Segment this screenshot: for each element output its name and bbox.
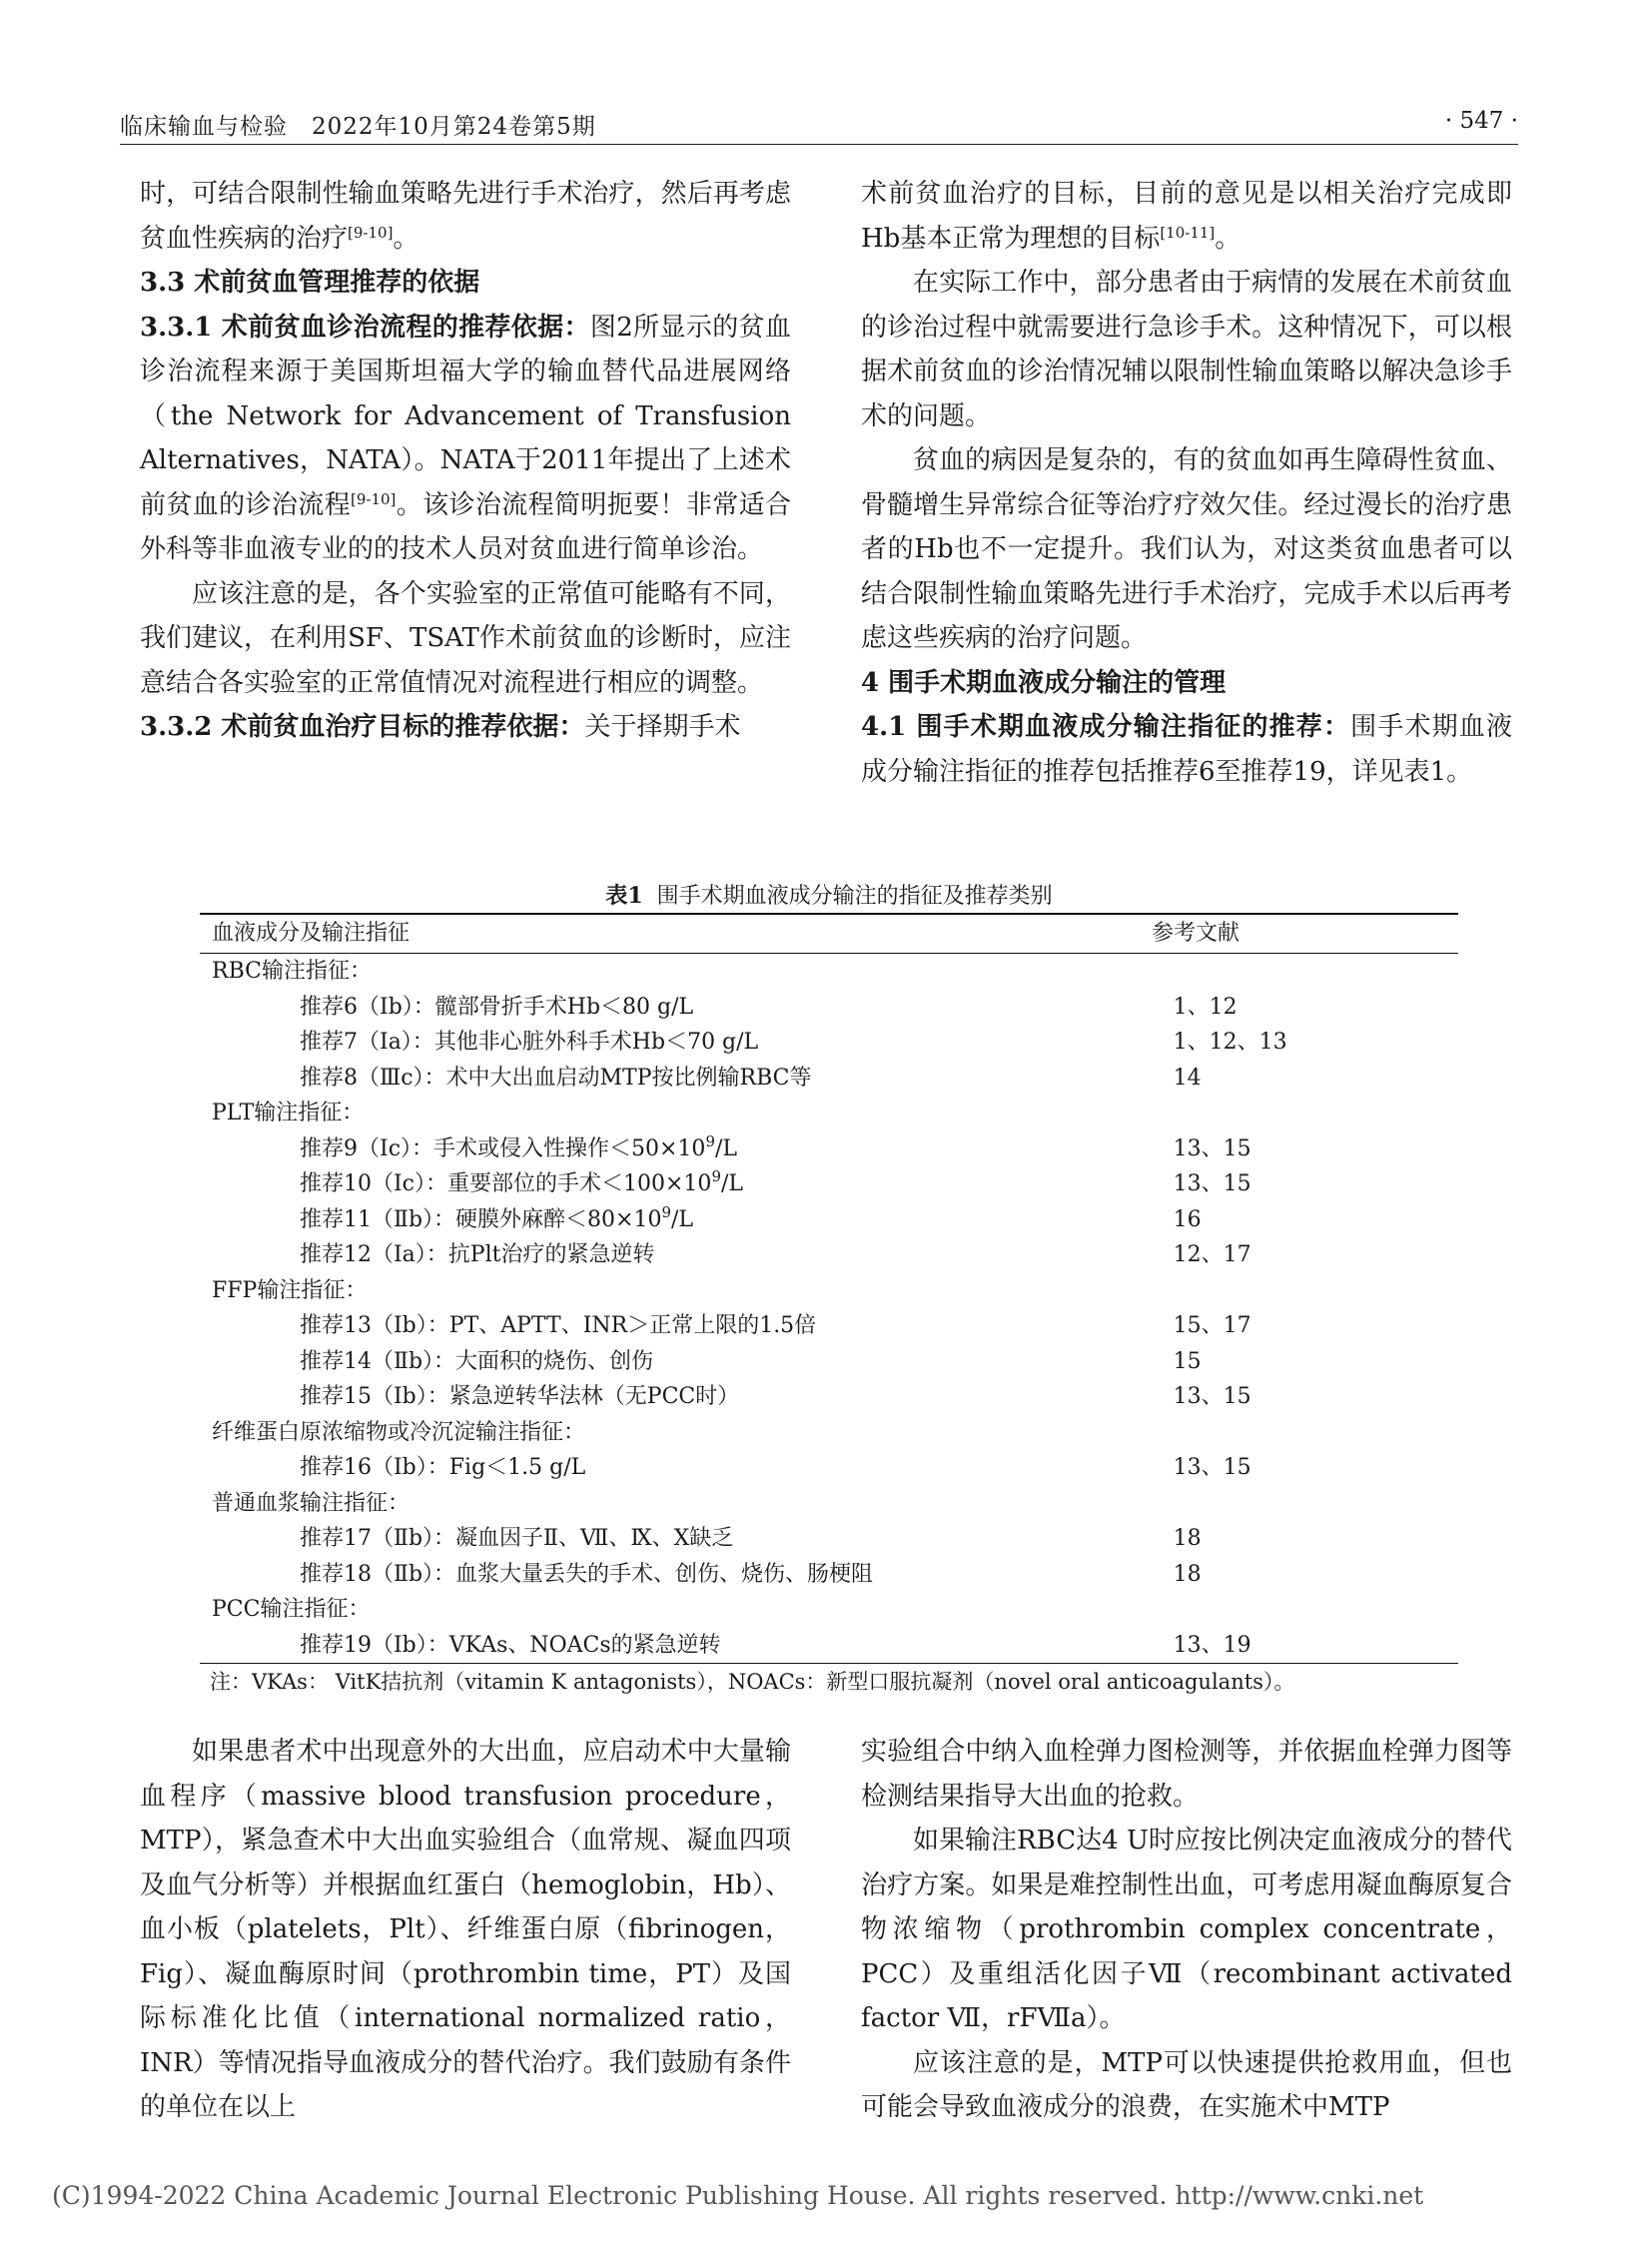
reference-cell: 1、12、13: [1173, 1030, 1287, 1055]
table-row: [200, 1379, 1458, 1415]
table-category-row: [200, 954, 1458, 990]
subsection-heading: 4.1 围手术期血液成分输注指征的推荐：: [861, 712, 1351, 742]
table-row: [200, 1025, 1458, 1061]
paragraph-text: 如果输注RBC达4 U时应按比例决定血液成分的替代治疗方案。如果是难控制性出血，可考虑用凝血酶原复合物浓缩物（prothrombin complex concentrate，PCC）及重组活化因子Ⅶ（recombinant activated factor Ⅶ，rFⅦa）。: [861, 1826, 1512, 2033]
paragraph-text: 。: [393, 223, 419, 254]
reference-cell: 15、17: [1173, 1313, 1251, 1338]
indication-text: 推荐12（Ⅰa）：抗Plt治疗的紧急逆转: [300, 1242, 655, 1267]
indication-text: 普通血浆输注指征：: [212, 1490, 411, 1516]
table-category-row: [200, 1096, 1458, 1131]
paragraph-text: 。: [1215, 223, 1241, 254]
paragraph-text: 在实际工作中，部分患者由于病情的发展在术前贫血的诊治过程中就需要进行急诊手术。这种情况下，可以根据术前贫血的诊治情况辅以限制性输血策略以解决急诊手术的问题。: [861, 268, 1512, 431]
indication-cell: [200, 1486, 1152, 1522]
citation: [9-10]: [350, 489, 397, 508]
reference-cell: [1152, 1096, 1458, 1131]
reference-cell: 1、12: [1173, 994, 1238, 1020]
reference-cell: 18: [1173, 1561, 1202, 1587]
table-category-row: [200, 1592, 1458, 1628]
paragraph-text: 贫血的病因是复杂的，有的贫血如再生障碍性贫血、骨髓增生异常综合征等治疗疗效欠佳。经过漫长的治疗患者的Hb也不一定提升。我们认为，对这类贫血患者可以结合限制性输血策略先进行手术治疗，完成手术以后再考虑这些疾病的治疗问题。: [861, 445, 1512, 653]
reference-cell: 13、19: [1173, 1632, 1251, 1658]
indication-cell: [200, 1628, 1174, 1664]
column-top-right: [861, 172, 1512, 794]
table-row: [200, 1344, 1458, 1380]
indication-unit: /L: [671, 1206, 694, 1232]
paragraph-text: 3.3 术前贫血管理推荐的依据: [140, 268, 480, 298]
indication-cell: [200, 1061, 1174, 1097]
paragraph: [861, 438, 1512, 661]
paragraph: [861, 172, 1512, 261]
reference-cell: [1152, 1273, 1458, 1309]
table-row: [200, 990, 1458, 1026]
table-row: [200, 1450, 1458, 1486]
reference-cell: 14: [1173, 1065, 1202, 1091]
paragraph-text: 术前贫血治疗的目标，目前的意见是以相关治疗完成即Hb基本正常为理想的目标: [861, 179, 1512, 254]
table-row: [200, 1308, 1458, 1344]
indication-cell: [200, 1592, 1152, 1628]
paragraph: [140, 572, 791, 706]
indication-text: 推荐19（Ⅰb）：VKAs、NOACs的紧急逆转: [300, 1632, 721, 1658]
subsection-heading: 3.3.1 术前贫血诊治流程的推荐依据：: [140, 312, 590, 343]
header-rule: [120, 144, 1518, 145]
reference-cell: 12、17: [1173, 1242, 1251, 1267]
indication-unit: /L: [720, 1171, 744, 1196]
indication-cell: [200, 1379, 1174, 1415]
indication-cell: [200, 1025, 1174, 1061]
reference-cell: [1152, 1592, 1458, 1628]
table-caption: [200, 879, 1458, 913]
paragraph-text: 应该注意的是，MTP可以快速提供抢救用血，但也可能会导致血液成分的浪费，在实施术中MTP: [861, 2047, 1512, 2122]
paragraph-text: 实验组合中纳入血栓弹力图检测等，并依据血栓弹力图等检测结果指导大出血的抢救。: [861, 1737, 1512, 1812]
indication-text: 推荐11（Ⅱb）：硬膜外麻醉＜80×10: [300, 1206, 662, 1232]
table-category-row: [200, 1415, 1458, 1451]
paragraph: [861, 705, 1512, 794]
indication-text: 推荐6（Ⅰb）：髋部骨折手术Hb＜80 g/L: [300, 994, 694, 1020]
indication-cell: [200, 1450, 1174, 1486]
indication-cell: [200, 1237, 1174, 1273]
paragraph-text: 关于择期手术: [584, 712, 741, 742]
table-1: [200, 879, 1458, 1700]
paragraph-text: 围手术期血液成分输注指征的推荐包括推荐6至推荐19，详见表1。: [861, 712, 1512, 787]
table-row: [200, 1628, 1458, 1664]
reference-cell: 15: [1173, 1348, 1202, 1374]
indication-text: RBC输注指征：: [212, 959, 372, 984]
reference-cell: 13、15: [1173, 1455, 1251, 1480]
column-bottom-left: [140, 1730, 791, 2130]
paragraph: [861, 261, 1512, 438]
indication-cell: [200, 1521, 1174, 1557]
indication-cell: [200, 1166, 1174, 1202]
indication-cell: [200, 1344, 1174, 1380]
table-note: 注：VKAs： VitK拮抗剂（vitamin K antagonists），NOACs：新型口服抗凝剂（novel oral anticoagulants）。: [210, 1670, 1295, 1694]
table-header-row: [200, 915, 1458, 953]
table-category-row: [200, 1273, 1458, 1309]
column-bottom-right: [861, 1730, 1512, 2130]
table-header-references: 参考文献: [1151, 921, 1239, 946]
paragraph: [140, 1730, 791, 2130]
indication-text: 推荐9（Ⅰc）：手术或侵入性操作＜50×10: [300, 1135, 706, 1161]
exponent: 9: [705, 1131, 715, 1150]
indication-text: FFP输注指征：: [212, 1277, 368, 1303]
citation: [10-11]: [1160, 223, 1216, 242]
indication-text: PLT输注指征：: [212, 1101, 365, 1125]
indication-text: 推荐14（Ⅱb）：大面积的烧伤、创伤: [300, 1348, 654, 1374]
paragraph: [140, 705, 791, 750]
page-number: · 547 ·: [1444, 108, 1518, 134]
indication-cell: [200, 1415, 1152, 1451]
reference-cell: [1152, 954, 1458, 990]
exponent: 9: [711, 1167, 721, 1185]
table-number: 表1: [605, 883, 643, 909]
table-row: [200, 1061, 1458, 1097]
indication-cell: [200, 1096, 1152, 1131]
indication-text: 推荐7（Ⅰa）：其他非心脏外科手术Hb＜70 g/L: [300, 1030, 759, 1055]
paragraph-text: 4 围手术期血液成分输注的管理: [861, 667, 1227, 698]
table-header-indication: 血液成分及输注指征: [212, 921, 411, 946]
paragraph-text: 时，可结合限制性输血策略先进行手术治疗，然后再考虑贫血性疾病的治疗: [140, 179, 791, 254]
paragraph: [861, 1819, 1512, 2041]
copyright-footer: (C)1994-2022 China Academic Journal Electronic Publishing House. All rights reserved. http://www.cnki.net: [52, 2181, 1424, 2210]
paragraph-text: 如果患者术中出现意外的大出血，应启动术中大量输血程序（massive blood transfusion procedure，MTP），紧急查术中大出血实验组合（血常规、凝血四项及血气分析等）并根据血红蛋白（hemoglobin，Hb）、血小板（platelets，Plt）、纤维蛋白原（fibrinogen，Fig）、凝血酶原时间（prothrombin time，PT）及国际标准化比值（international normalized ratio，INR）等情况指导血液成分的替代治疗。我们鼓励有条件的单位在以上: [140, 1737, 791, 2122]
paragraph: [140, 172, 791, 261]
indication-text: PCC输注指征：: [212, 1597, 371, 1622]
table-category-row: [200, 1486, 1458, 1522]
reference-cell: 13、15: [1173, 1384, 1251, 1409]
citation: [9-10]: [348, 223, 394, 242]
indication-text: 推荐15（Ⅰb）：紧急逆转华法林（无PCC时）: [300, 1384, 740, 1409]
indication-text: 推荐10（Ⅰc）：重要部位的手术＜100×10: [300, 1171, 712, 1196]
table-body: [200, 954, 1458, 1663]
indication-cell: [200, 1308, 1174, 1344]
table-title: 围手术期血液成分输注的指征及推荐类别: [656, 884, 1053, 909]
paragraph: [861, 2041, 1512, 2130]
reference-cell: 16: [1173, 1206, 1202, 1232]
paragraph: [140, 306, 791, 572]
indication-cell: [200, 1557, 1174, 1593]
section-heading: [861, 661, 1512, 706]
indication-text: 推荐16（Ⅰb）：Fig＜1.5 g/L: [300, 1455, 586, 1480]
indication-cell: [200, 954, 1152, 990]
paragraph-text: 图2所显示的贫血诊治流程来源于美国斯坦福大学的输血替代品进展网络（the Network for Advancement of Transfusion Alternatives，NATA）。NATA于2011年提出了上述术前贫血的诊治流程: [140, 312, 791, 520]
indication-text: 推荐17（Ⅱb）：凝血因子Ⅱ、Ⅶ、Ⅸ、Ⅹ缺乏: [300, 1526, 734, 1551]
paragraph: [861, 1730, 1512, 1819]
paragraph-text: 应该注意的是，各个实验室的正常值可能略有不同，我们建议，在利用SF、TSAT作术前贫血的诊断时，应注意结合各实验室的正常值情况对流程进行相应的调整。: [140, 578, 791, 698]
indication-text: 推荐8（Ⅲc）：术中大出血启动MTP按比例输RBC等: [300, 1065, 812, 1091]
table-row: [200, 1521, 1458, 1557]
indication-text: 纤维蛋白原浓缩物或冷沉淀输注指征：: [212, 1419, 586, 1445]
reference-cell: 13、15: [1173, 1171, 1251, 1196]
column-top-left: [140, 172, 791, 750]
paragraph-text: 。该诊治流程简明扼要！非常适合外科等非血液专业的的技术人员对贫血进行简单诊治。: [140, 489, 791, 564]
reference-cell: 13、15: [1173, 1135, 1251, 1161]
indication-text: 推荐18（Ⅱb）：血浆大量丢失的手术、创伤、烧伤、肠梗阻: [300, 1561, 874, 1587]
indication-cell: [200, 1273, 1152, 1309]
reference-cell: [1152, 1415, 1458, 1451]
table-row: [200, 1166, 1458, 1202]
indication-cell: [200, 1131, 1174, 1167]
indication-cell: [200, 1202, 1174, 1238]
table-row: [200, 1131, 1458, 1167]
reference-cell: [1152, 1486, 1458, 1522]
indication-text: 推荐13（Ⅰb）：PT、APTT、INR＞正常上限的1.5倍: [300, 1313, 817, 1338]
section-heading: [140, 261, 791, 306]
journal-title: 临床输血与检验 2022年10月第24卷第5期: [120, 114, 596, 140]
subsection-heading: 3.3.2 术前贫血治疗目标的推荐依据：: [140, 712, 585, 742]
indication-unit: /L: [714, 1135, 738, 1161]
reference-cell: 18: [1173, 1526, 1202, 1551]
exponent: 9: [661, 1202, 671, 1221]
table-row: [200, 1202, 1458, 1238]
running-header: [120, 108, 1518, 148]
table-row: [200, 1237, 1458, 1273]
indication-cell: [200, 990, 1174, 1026]
table-row: [200, 1557, 1458, 1593]
